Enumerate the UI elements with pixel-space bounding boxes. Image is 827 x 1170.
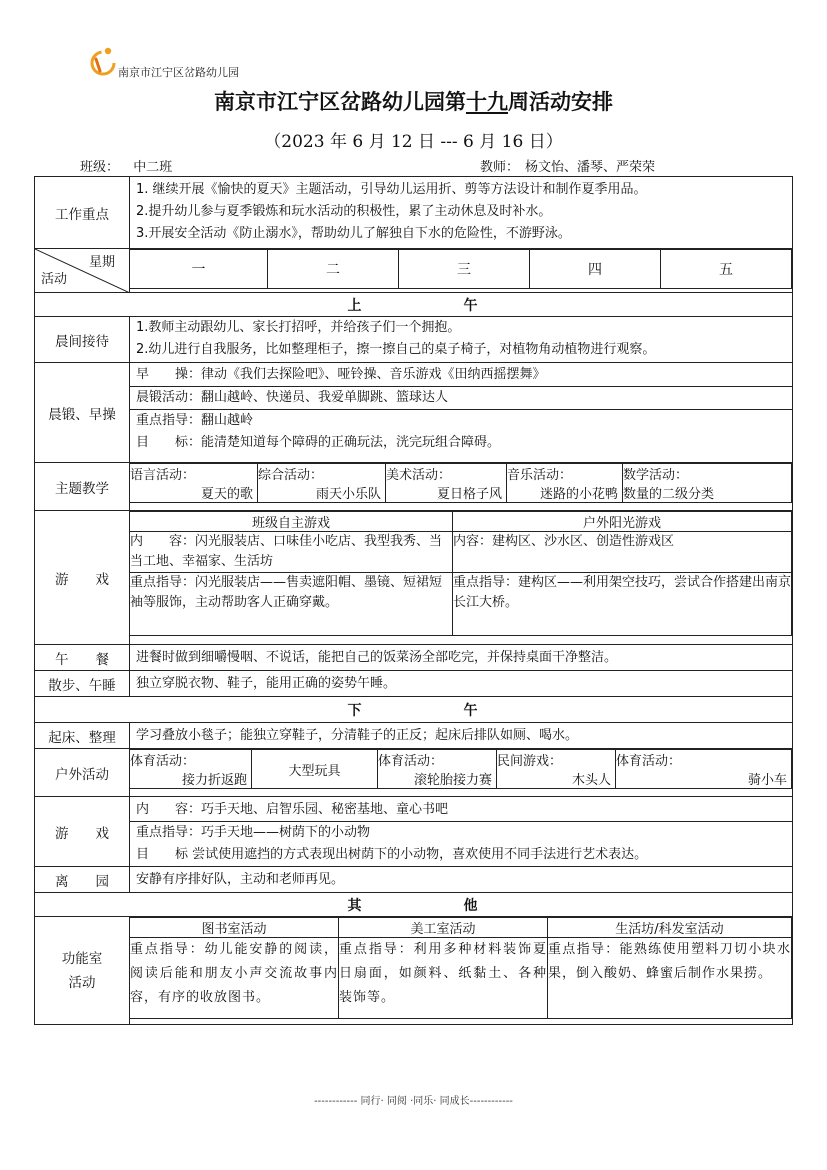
arrival-item: 2.幼儿进行自我服务，比如整理柜子，擦一擦自己的桌子椅子，对植物角动植物进行观察。	[136, 342, 656, 357]
afternoon-games-focus: 重点指导：巧手天地——树荫下的小动物	[130, 821, 792, 844]
section-afternoon: 下 午	[35, 697, 793, 723]
class-games-content: 内 容：闪光服装店、口味佳小吃店、我型我秀、当当工地、幸福家、生活坊	[130, 532, 453, 573]
wake-label: 起床、整理	[35, 723, 130, 749]
theme-cell-4: 音乐活动： 迷路的小花鸭	[507, 464, 623, 503]
leave-text: 安静有序排好队，主动和老师再见。	[136, 872, 345, 887]
weekday-friday: 五	[661, 250, 792, 289]
logo-text: 南京市江宁区岔路幼儿园	[118, 66, 239, 79]
art-room-text: 重点指导：利用多种材料装饰夏日扇面，如颜料、纸黏土、各种装饰等。	[339, 938, 548, 1019]
wake-text: 学习叠放小毯子；能独立穿鞋子，分清鞋子的正反；起床后排队如厕、喝水。	[136, 728, 579, 743]
theme-cell-3: 美术活动： 夏日格子风	[386, 464, 507, 503]
work-focus-item: 2.提升幼儿参与夏季锻炼和玩水活动的积极性，累了主动休息及时补水。	[136, 204, 552, 219]
theme-cell-5: 数学活动： 数量的二级分类	[623, 464, 792, 503]
arrival-item: 1.教师主动跟幼儿、家长打招呼，并给孩子们一个拥抱。	[136, 320, 461, 335]
weekday-corner: 星期 活动	[35, 249, 130, 293]
section-morning: 上 午	[35, 293, 793, 317]
afternoon-games-label: 游 戏	[35, 797, 130, 867]
weekday-wednesday: 三	[399, 250, 530, 289]
morning-games-label: 游 戏	[35, 511, 130, 645]
weekday-monday: 一	[130, 250, 268, 289]
art-room-title: 美工室活动	[339, 918, 548, 938]
outdoor-games-title: 户外阳光游戏	[453, 512, 792, 532]
exercise-goal: 目 标：能清楚知道每个障碍的正确玩法，洸完玩组合障碍。	[136, 435, 501, 450]
exercise-label: 晨锻、早操	[35, 363, 130, 463]
library-title: 图书室活动	[130, 918, 339, 938]
class-info: 班级： 中二班	[80, 156, 193, 177]
function-room-grid	[130, 917, 792, 1019]
outdoor-cell-1: 体育活动： 接力折返跑	[130, 750, 252, 789]
weekday-row	[130, 249, 792, 289]
exercise-activities: 晨锻活动：翻山越岭、快递员、我爱单脚跳、篮球达人	[130, 386, 792, 409]
outdoor-cell-3: 体育活动： 滚轮胎接力赛	[378, 750, 497, 789]
week-number: 十九	[466, 90, 508, 114]
outdoor-cell-5: 体育活动： 骑小车	[616, 750, 792, 789]
afternoon-games-goal: 目 标 尝试使用遮挡的方式表现出树荫下的小动物，喜欢使用不同手法进行艺术表达。	[136, 847, 648, 862]
nap-label: 散步、午睡	[35, 671, 130, 697]
outdoor-row	[130, 749, 792, 789]
date-range: （2023 年 6 月 12 日 --- 6 月 16 日）	[264, 132, 563, 152]
life-room-title: 生活坊/科发室活动	[548, 918, 792, 938]
class-games-focus: 重点指导：闪光服装店——售卖遮阳帽、墨镜、短裙短袖等服饰，主动帮助客人正确穿戴。	[130, 573, 453, 636]
leave-label: 离 园	[35, 867, 130, 893]
weekly-schedule-table	[34, 176, 793, 1025]
class-games-title: 班级自主游戏	[130, 512, 453, 532]
weekday-tuesday: 二	[268, 250, 399, 289]
theme-label: 主题教学	[35, 463, 130, 511]
section-other: 其 他	[35, 893, 793, 917]
work-focus-label: 工作重点	[35, 177, 130, 249]
life-room-text: 重点指导：能熟练使用塑料刀切小块水果，倒入酸奶、蜂蜜后制作水果捞。	[548, 938, 792, 1019]
outdoor-games-focus: 重点指导：建构区——利用架空技巧，尝试合作搭建出南京长江大桥。	[453, 573, 792, 636]
theme-row	[130, 463, 792, 503]
nap-text: 独立穿脱衣物、鞋子，能用正确的姿势午睡。	[136, 676, 397, 691]
exercise-focus: 重点指导：翻山越岭	[130, 409, 792, 432]
outdoor-games-content: 内容：建构区、沙水区、创造性游戏区	[453, 532, 792, 573]
exercise-morning: 早 操：律动《我们去探险吧》、哑铃操、音乐游戏《田纳西摇摆舞》	[136, 367, 546, 382]
class-value: 中二班	[127, 160, 193, 177]
page-title: 南京市江宁区岔路幼儿园第十九周活动安排	[214, 90, 613, 114]
outdoor-label: 户外活动	[35, 749, 130, 797]
lunch-label: 午 餐	[35, 645, 130, 671]
teacher-value: 杨文怡、潘琴、严荣荣	[519, 160, 731, 177]
kindergarten-logo-icon	[88, 45, 118, 77]
teacher-info: 教师： 杨文怡、潘琴、严荣荣	[480, 156, 731, 177]
morning-games-grid	[130, 511, 792, 636]
library-text: 重点指导：幼儿能安静的阅读，阅读后能和朋友小声交流故事内容，有序的收放图书。	[130, 938, 339, 1019]
outdoor-cell-4: 民间游戏： 木头人	[497, 750, 616, 789]
function-room-label: 功能室活动	[35, 917, 130, 1025]
weekday-thursday: 四	[530, 250, 661, 289]
work-focus-item: 3.开展安全活动《防止溺水》，帮助幼儿了解独自下水的危险性，不游野泳。	[136, 226, 571, 241]
lunch-text: 进餐时做到细嚼慢咽、不说话，能把自己的饭菜汤全部吃完，并保持桌面干净整洁。	[136, 650, 618, 665]
work-focus-item: 1. 继续开展《愉快的夏天》主题活动，引导幼儿运用折、剪等方法设计和制作夏季用品。	[136, 182, 647, 197]
theme-cell-2: 综合活动： 雨天小乐队	[258, 464, 386, 503]
arrival-label: 晨间接待	[35, 317, 130, 363]
footer-slogan: ------------ 同行· 同阅 ·同乐· 同成长------------	[314, 1096, 513, 1107]
work-focus-content	[130, 177, 793, 249]
afternoon-games-content: 内 容：巧手天地、启智乐园、秘密基地、童心书吧	[136, 802, 449, 817]
outdoor-cell-2: 大型玩具	[252, 750, 378, 789]
theme-cell-1: 语言活动： 夏天的歌	[130, 464, 258, 503]
